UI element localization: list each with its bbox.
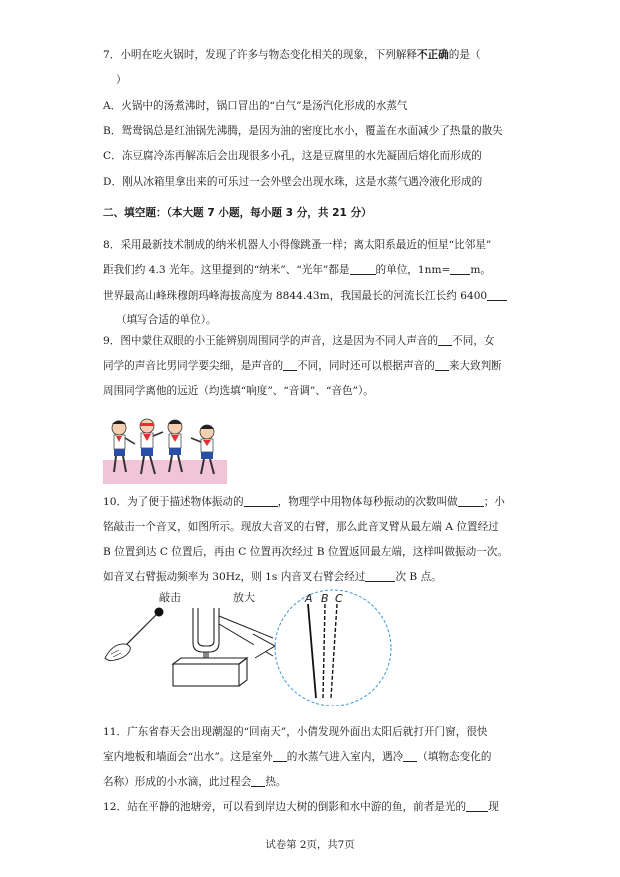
- q8-text: 的单位，1nm=: [375, 264, 451, 276]
- label-b: B: [321, 592, 329, 605]
- q12-text: 12．站在平静的池塘旁，可以看到岸边大树的倒影和水中游的鱼，前者是光的: [103, 801, 467, 813]
- q9-blank-2: [283, 359, 297, 371]
- zoom-label: 放大: [233, 591, 255, 604]
- children-game-illustration: [103, 412, 227, 484]
- q11-blank-1: [273, 750, 287, 762]
- hand-with-mallet: [105, 608, 164, 661]
- q8-line-2: [103, 263, 491, 277]
- q8-text: 距我们约 4.3 光年。这里提到的“纳米”、“光年”都是: [103, 264, 350, 276]
- q9-text: 不同，女: [452, 335, 495, 347]
- q10-line-3: B 位置到达 C 位置后，再由 C 位置再次经过 B 位置返回最左端，这样叫做振动一次。: [103, 546, 508, 558]
- q9-text: 来大致判断: [448, 360, 502, 372]
- q12-line-1: [103, 800, 499, 814]
- q7-option-a: A．火锅中的汤煮沸时，锅口冒出的“白气”是汤汽化形成的水蒸气: [103, 100, 408, 112]
- q12-text: 现: [488, 801, 499, 813]
- q10-blank-2: [458, 495, 484, 507]
- q10-text: 如音叉右臂振动频率为 30Hz，则 1s 内音叉右臂会经过: [103, 571, 366, 583]
- q7-stem: [103, 48, 481, 62]
- q11-line-1: 11．广东省春天会出现潮湿的“回南天”，小倩发现外面出太阳后就打开门窗，很快: [103, 726, 488, 738]
- q9-line-3: 周围同学离他的远近（均选填“响度”、“音调”、“音色”）。: [103, 385, 374, 397]
- q7-stem-emphasis: 不正确: [416, 49, 449, 61]
- page-footer: 试卷第 2页，共7页: [265, 839, 355, 851]
- q8-blank-3: [487, 289, 507, 301]
- q11-text: 名称）形成的小水滴，此过程会: [103, 776, 252, 788]
- q9-line-2: [103, 359, 502, 373]
- q11-text: （填物态变化的: [417, 751, 492, 763]
- q11-blank-3: [251, 775, 265, 787]
- q9-blank-3: [435, 359, 449, 371]
- tuning-fork: [173, 608, 247, 686]
- q8-line-4: （填写合适的单位）。: [116, 314, 217, 326]
- zoom-lines: [219, 616, 275, 658]
- q11-text: 室内地板和墙面会“出水”。这是室外: [103, 751, 273, 763]
- label-a: A: [305, 592, 313, 605]
- q7-option-c: C．冻豆腐冷冻再解冻后会出现很多小孔，这是豆腐里的水先凝固后熔化而形成的: [103, 150, 482, 162]
- position-c-line: [331, 604, 337, 698]
- q10-blank-3: [365, 570, 395, 582]
- q10-line-4: [103, 570, 442, 584]
- q9-blank-1: [438, 334, 452, 346]
- position-b-line: [323, 604, 325, 698]
- label-c: C: [335, 592, 343, 605]
- q10-text: 10．为了便于描述物体振动的: [103, 496, 244, 508]
- q10-text: 次 B 点。: [395, 571, 442, 583]
- q10-blank-1: [244, 495, 278, 507]
- q10-text: ，物理学中用物体每秒振动的次数叫做: [277, 496, 458, 508]
- q11-text: 热。: [265, 776, 287, 788]
- q8-blank-2: [450, 263, 470, 275]
- q10-line-1: [103, 495, 505, 509]
- q8-line-3: [103, 289, 507, 303]
- q11-line-3: [103, 775, 287, 789]
- tuning-fork-figure: [103, 588, 403, 706]
- q9-line-1: [103, 334, 495, 348]
- q8-text: m。: [470, 264, 492, 276]
- q8-line-1: 8．采用最新技术制成的纳米机器人小得像跳蚤一样；离太阳系最近的恒星“比邻星”: [103, 239, 492, 251]
- position-a-line: [308, 604, 316, 698]
- q7-stem-text: 7．小明在吃火锅时，发现了许多与物态变化相关的现象，下列解释: [103, 49, 417, 61]
- q8-text: 世界最高山峰珠穆朗玛峰海拔高度为 8844.43m，我国最长的河流长江长约 6400: [103, 290, 488, 302]
- q10-text: ；小: [483, 496, 505, 508]
- strike-label: 敲击: [159, 591, 181, 604]
- q7-paren: ）: [116, 74, 127, 86]
- q9-text: 同学的声音比男同学要尖细，是声音的: [103, 360, 284, 372]
- q12-blank-1: [466, 800, 488, 812]
- zoom-circle: [275, 590, 391, 706]
- q7-option-b: B．鸳鸯锅总是红油锅先沸腾，是因为油的密度比水小，覆盖在水面减少了热量的散失: [103, 125, 503, 137]
- q10-line-2: 铭敲击一个音叉，如图所示。现放大音叉的右臂，那么此音叉臂从最左端 A 位置经过: [103, 521, 499, 533]
- ground: [103, 460, 227, 484]
- q7-stem-end: 的是（: [448, 49, 481, 61]
- q11-line-2: [103, 750, 491, 764]
- q8-blank-1: [350, 263, 376, 275]
- q11-text: 的水蒸气进入室内，遇冷: [286, 751, 404, 763]
- q7-option-d: D．刚从冰箱里拿出来的可乐过一会外壁会出现水珠，这是水蒸气遇冷液化形成的: [103, 176, 483, 188]
- q11-blank-2: [403, 750, 417, 762]
- q9-text: 不同，同时还可以根据声音的: [297, 360, 435, 372]
- q9-text: 9．图中蒙住双眼的小王能辨别周围同学的声音，这是因为不同人声音的: [103, 335, 439, 347]
- section-title: 二、填空题：（本大题 7 小题，每小题 3 分，共 21 分）: [103, 207, 372, 219]
